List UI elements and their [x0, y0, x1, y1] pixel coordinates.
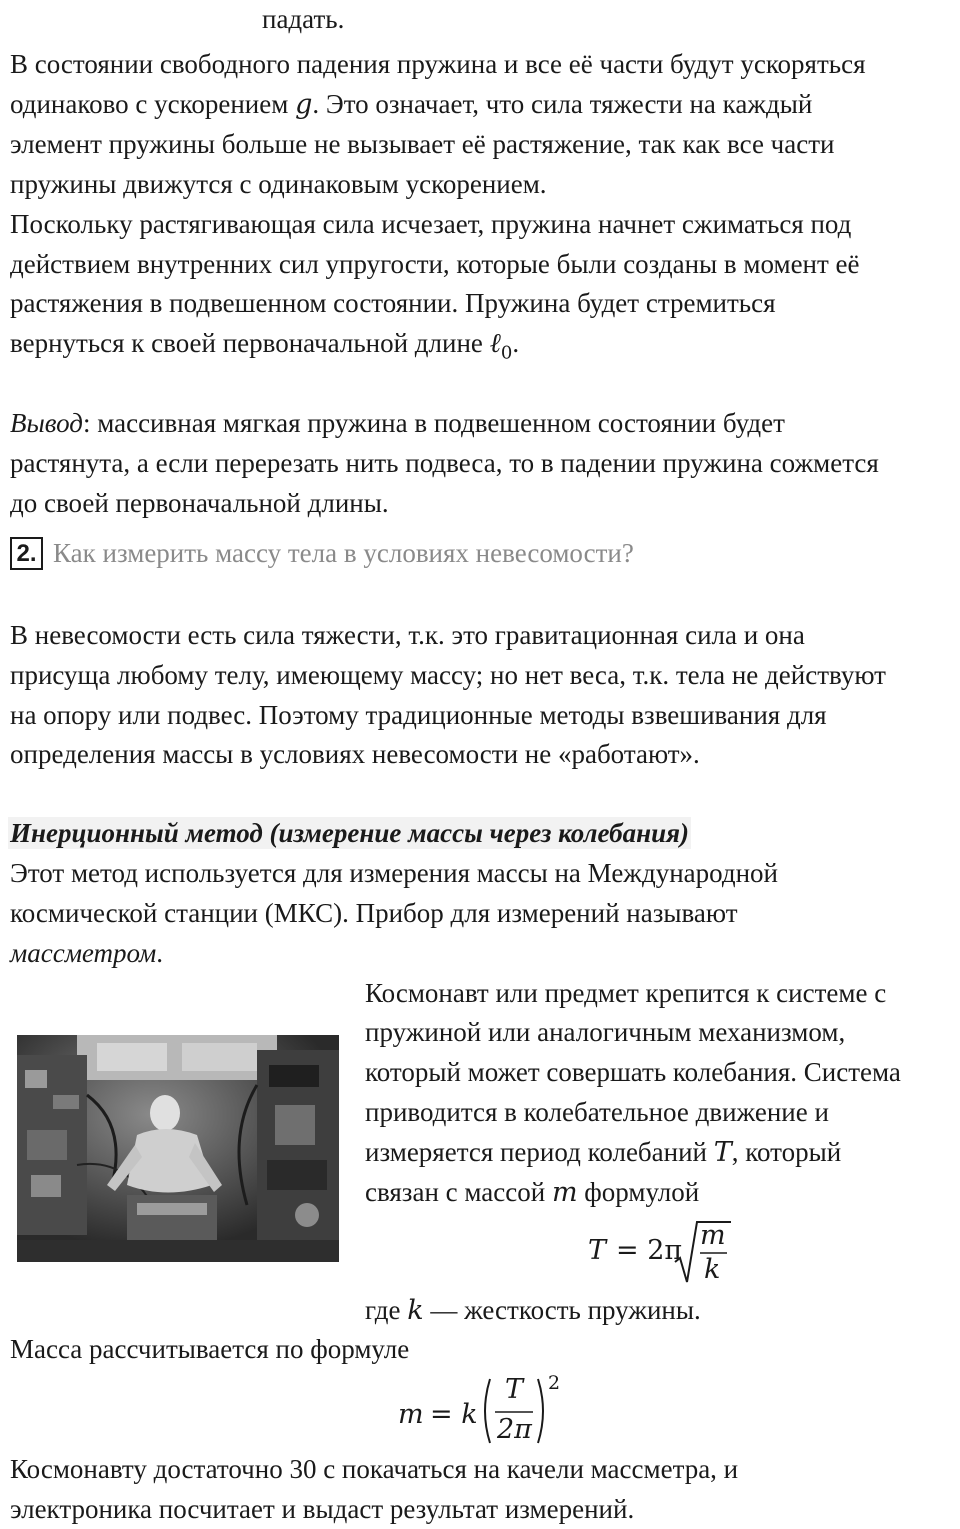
text-fragment: — жесткость пружины.	[423, 1295, 701, 1325]
formula-denominator: k	[704, 1254, 721, 1285]
text-fragment: связан с массой	[365, 1177, 552, 1207]
formula-numerator: T	[505, 1374, 524, 1405]
variable-T: T	[713, 1137, 732, 1168]
text-line: который может совершать колебания. Система	[365, 1057, 901, 1087]
variable-l0: ℓ	[489, 328, 501, 359]
text-line: определения массы в условиях невесомости не «работают».	[10, 739, 700, 769]
section-heading: Инерционный метод (измерение массы через колебания)	[10, 818, 689, 848]
variable-k: k	[407, 1295, 424, 1326]
subscript: 0	[500, 342, 513, 364]
term-massmeter: массметром	[10, 938, 157, 968]
text-line	[10, 938, 163, 968]
astronaut-photo	[17, 1035, 339, 1262]
text-line	[10, 89, 812, 120]
formula-lhs: m	[398, 1399, 424, 1430]
period-formula	[588, 1218, 738, 1290]
text-fragment: формулой	[577, 1177, 700, 1207]
text-line	[365, 1177, 699, 1208]
text-fragment: , который	[731, 1137, 842, 1167]
text-line: падать.	[262, 4, 345, 34]
mass-formula	[398, 1372, 568, 1448]
formula-lhs: T	[588, 1235, 607, 1266]
text-line: действием внутренних сил упругости, которые были созданы в момент её	[10, 249, 860, 279]
formula-exponent: 2	[548, 1372, 561, 1394]
text-fragment: .	[512, 328, 520, 358]
variable-m: m	[551, 1177, 578, 1208]
text-line: на опору или подвес. Поэтому традиционные методы взвешивания для	[10, 700, 827, 730]
text-fragment: измеряется период колебаний	[365, 1137, 714, 1167]
conclusion-label: Вывод	[10, 408, 83, 438]
text-line: электроника посчитает и выдаст результат измерений.	[10, 1494, 635, 1524]
text-line: Поскольку растягивающая сила исчезает, пружина начнет сжиматься под	[10, 209, 852, 239]
text-fragment: . Это означает, что сила тяжести на каждый	[312, 89, 813, 119]
text-line: пружины движутся с одинаковым ускорением.	[10, 169, 547, 199]
variable-g: g	[295, 89, 313, 120]
conclusion-line	[10, 408, 785, 438]
question-text: Как измерить массу тела в условиях невесомости?	[53, 538, 634, 568]
formula-eq: = k	[430, 1399, 478, 1430]
text-line: Космонавт или предмет крепится к системе с	[365, 978, 887, 1008]
text-fragment: вернуться к своей первоначальной длине	[10, 328, 490, 358]
text-line: Космонавту достаточно 30 с покачаться на качели массметра, и	[10, 1454, 739, 1484]
text-line	[365, 1137, 841, 1168]
question-number: 2.	[10, 537, 43, 570]
text-fragment: одинаково с ускорением	[10, 89, 296, 119]
text-fragment: где	[365, 1295, 408, 1325]
astronaut-photo-illustration	[17, 1035, 339, 1262]
formula-eq: = 2π	[616, 1235, 683, 1266]
text-line: Масса рассчитывается по формуле	[10, 1334, 410, 1364]
text-line: растяжения в подвешенном состоянии. Пружина будет стремиться	[10, 288, 776, 318]
formula-numerator: m	[700, 1220, 726, 1251]
text-line: В невесомости есть сила тяжести, т.к. это гравитационная сила и она	[10, 620, 805, 650]
text-line: присуща любому телу, имеющему массу; но нет веса, т.к. тела не действуют	[10, 660, 886, 690]
text-line: элемент пружины больше не вызывает её растяжение, так как все части	[10, 129, 835, 159]
text-line	[365, 1295, 701, 1326]
text-line: В состоянии свободного падения пружина и все её части будут ускоряться	[10, 49, 866, 79]
conclusion-line: растянута, а если перерезать нить подвеса, то в падении пружина сожмется	[10, 448, 879, 478]
text-line: космической станции (МКС). Прибор для измерений называют	[10, 898, 738, 928]
text-line: приводится в колебательное движение и	[365, 1097, 829, 1127]
formula-denominator: 2π	[497, 1414, 532, 1445]
text-fragment: : массивная мягкая пружина в подвешенном состоянии будет	[82, 408, 785, 438]
text-line	[10, 328, 519, 368]
text-line: Этот метод используется для измерения массы на Международной	[10, 858, 778, 888]
conclusion-line: до своей первоначальной длины.	[10, 488, 389, 518]
text-fragment: .	[156, 938, 164, 968]
text-line: пружиной или аналогичным механизмом,	[365, 1017, 846, 1047]
